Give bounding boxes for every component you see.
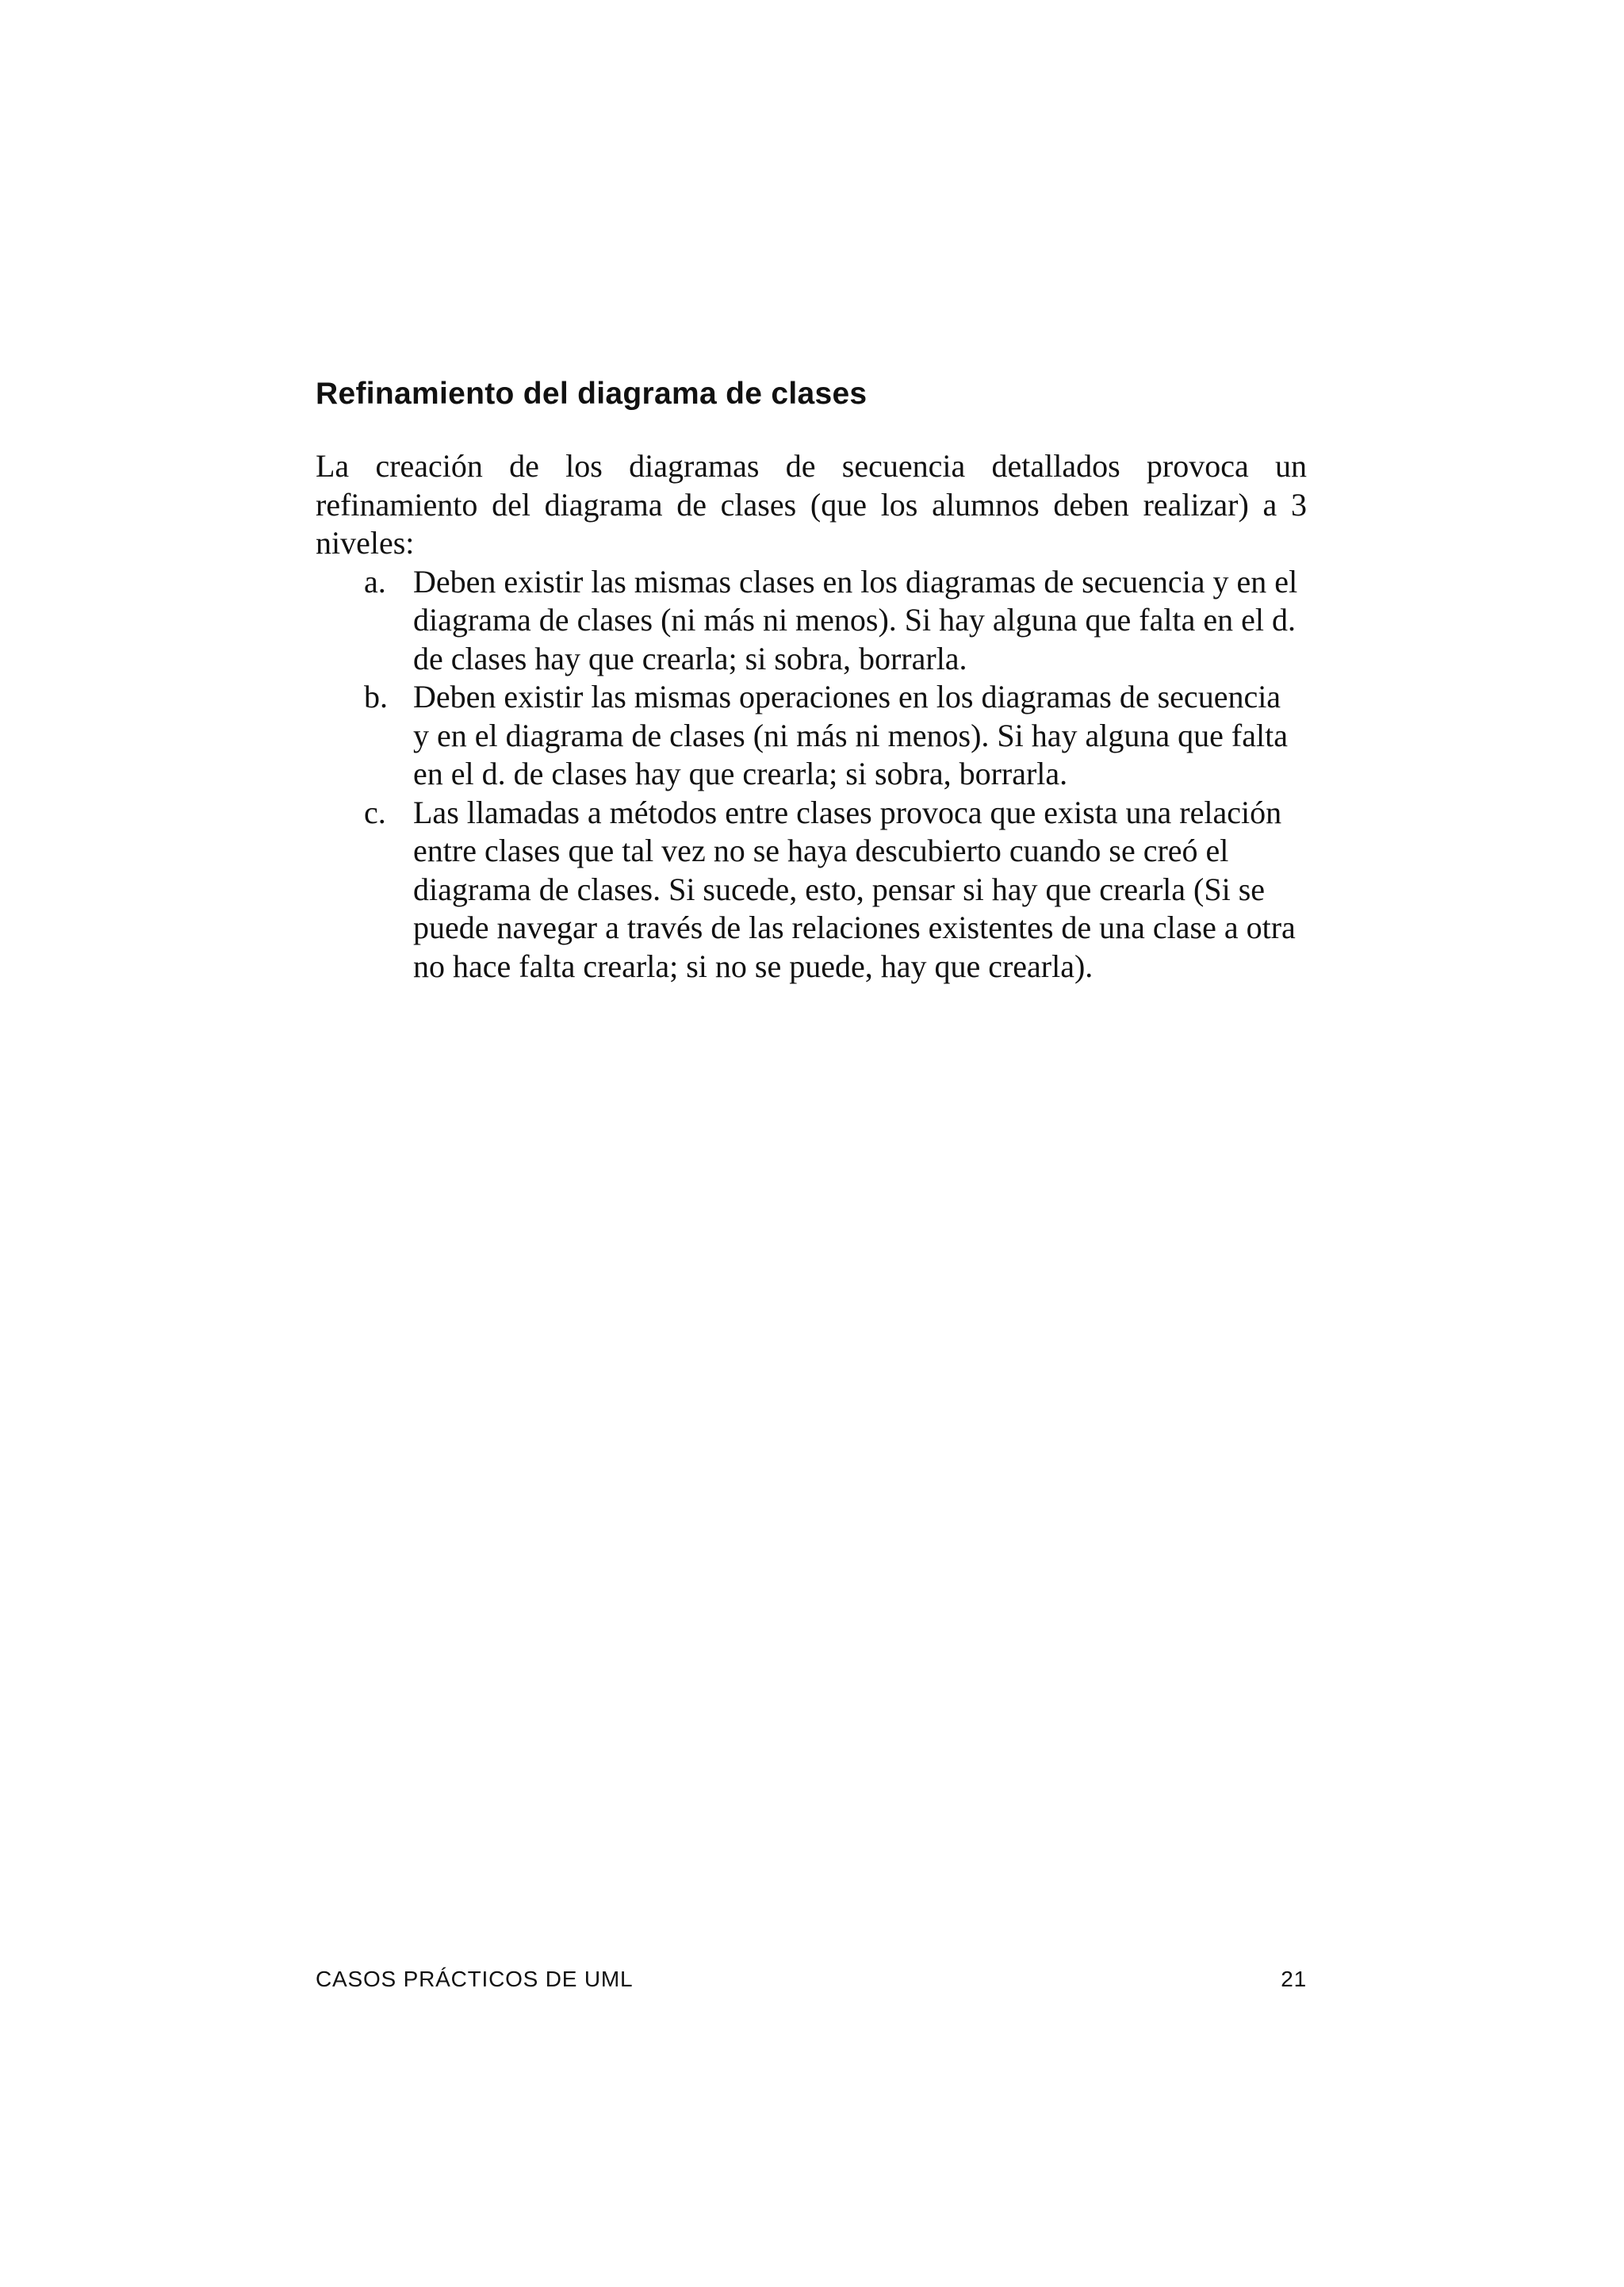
list-marker bbox=[316, 678, 413, 717]
list-item bbox=[316, 563, 1307, 679]
refinement-list bbox=[316, 563, 1307, 986]
list-marker bbox=[316, 563, 413, 602]
list-item-text: Las llamadas a métodos entre clases provoca que exista una relación entre clases que tal vez no se haya descubierto cuando se creó el diagrama de clases. Si sucede, esto, pensar si hay que crearla (Si se puede navegar a través de las relaciones existentes de una clase a otra no hace falta crearla; si no se puede, hay que crearla). bbox=[413, 794, 1296, 984]
footer-page-number: 21 bbox=[1281, 1967, 1307, 1991]
list-item-text: Deben existir las mismas operaciones en los diagramas de secuencia y en el diagrama de clases (ni más ni menos). Si hay alguna que falta en el d. de clases hay que crearla; si sobra, borrarla. bbox=[413, 679, 1288, 791]
list-item bbox=[316, 678, 1307, 794]
footer-book-title: CASOS PRÁCTICOS DE UML bbox=[316, 1967, 634, 1991]
list-item bbox=[316, 794, 1307, 986]
page-footer bbox=[316, 1965, 1307, 1994]
section-title: Refinamiento del diagrama de clases bbox=[316, 377, 868, 411]
list-item-text: Deben existir las mismas clases en los diagramas de secuencia y en el diagrama de clases (ni más ni menos). Si hay alguna que falta en el d. de clases hay que crearla; si sobra, borrarla. bbox=[413, 563, 1298, 676]
list-marker-label: b. bbox=[364, 679, 388, 714]
page-content bbox=[316, 373, 1307, 986]
intro-paragraph: La creación de los diagramas de secuencia detallados provoca un refinamiento del diagrama de clases (que los alumnos deben realizar) a 3 niveles: bbox=[316, 448, 1307, 561]
list-marker-label: c. bbox=[364, 794, 386, 830]
list-marker-label: a. bbox=[364, 563, 386, 600]
list-marker bbox=[316, 794, 413, 833]
